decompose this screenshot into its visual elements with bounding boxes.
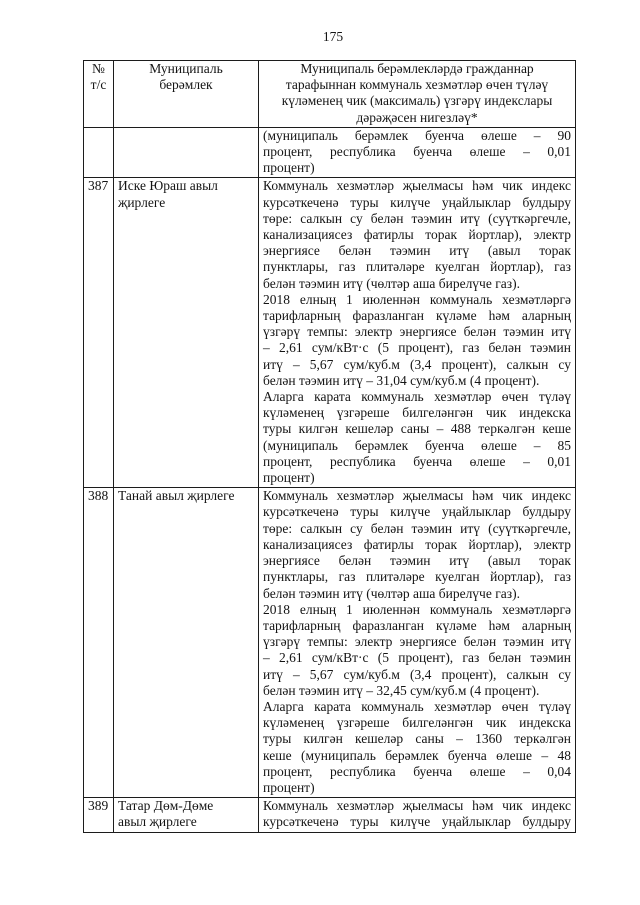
text-line: Коммуналь хезмәтләр җыелмасы һәм чик индекс — [263, 798, 571, 814]
text-line: процент, республика буенча өлеше – 0,04 — [263, 763, 571, 779]
text-line: туры килгән кешеләр саны – 1360 теркәлгән — [263, 731, 571, 747]
text-line: белән тәэмин итү – 31,04 сум/куб.м (4 процент). — [263, 372, 540, 388]
text-line: күләменең үзгәреше билгеләнгән чик индекска — [263, 715, 571, 731]
text-line: пунктлары, газ плитәләре куелган йортлар), газ — [263, 569, 571, 585]
text-line: итү – 5,67 сум/куб.м (3,4 процент), салкын су — [263, 356, 571, 372]
header-municipality-line: берәмлек — [159, 77, 213, 93]
municipality-cell — [114, 488, 259, 798]
table-row — [84, 127, 576, 178]
justification-cell — [259, 127, 576, 178]
text-line: күләменең үзгәреше билгеләнгән чик индекска — [263, 405, 571, 421]
text-line: төре: салкын су белән тәэмин итү (суүткәргечле, — [263, 210, 571, 226]
row-number: 389 — [88, 798, 109, 814]
text-line: белән тәэмин итү (чөлтәр аша бирелүче газ). — [263, 585, 520, 601]
paragraph — [263, 699, 571, 796]
table-row — [84, 488, 576, 798]
text-line: процент, республика буенча өлеше – 0,01 — [263, 453, 571, 469]
text-line: – 2,61 сум/кВт·с (5 процент), газ белән тәэмин — [263, 340, 571, 356]
text-line: канализациясез фатирлы торак йортлар), электр — [263, 227, 571, 243]
municipal-index-table — [83, 60, 576, 833]
paragraph — [263, 798, 571, 830]
text-line: тарифларның фаразланган күләме һәм аларның — [263, 308, 571, 324]
text-line: курсәткеченә туры килүче уңайлыклар булдыру — [263, 504, 571, 520]
text-line: Аларга карата коммуналь хезмәтләр өчен түләү — [263, 698, 571, 714]
header-justification — [259, 61, 576, 128]
text-line: пунктлары, газ плитәләре куелган йортлар), газ — [263, 259, 571, 275]
text-line: (муниципаль берәмлек буенча өлеше – 85 — [263, 437, 571, 453]
text-line: тарифларның фаразланган күләме һәм аларның — [263, 617, 571, 633]
row-number-cell — [84, 488, 114, 798]
text-line: үзгәрү темпы: электр энергиясе белән тәэмин итү — [263, 324, 571, 340]
header-number-line: № — [92, 61, 105, 76]
justification-cell — [259, 798, 576, 832]
text-line: 2018 елның 1 июленнән коммуналь хезмәтләргә — [263, 601, 571, 617]
justification-cell — [259, 488, 576, 798]
paragraph — [263, 128, 571, 177]
municipality-cell — [114, 127, 259, 178]
text-line: үзгәрү темпы: электр энергиясе белән тәэмин итү — [263, 634, 571, 650]
text-line: кеше (муниципаль берәмлек буенча өлеше – 48 — [263, 747, 571, 763]
text-line: процент) — [263, 470, 315, 486]
municipality-name-line: Танай авыл җирлеге — [118, 488, 235, 504]
paragraph — [263, 178, 571, 291]
paragraph — [263, 488, 571, 601]
municipality-cell — [114, 178, 259, 488]
text-line: Коммуналь хезмәтләр җыелмасы һәм чик индекс — [263, 488, 571, 504]
header-municipality — [114, 61, 259, 128]
text-line: Аларга карата коммуналь хезмәтләр өчен түләү — [263, 389, 571, 405]
text-line: төре: салкын су белән тәэмин итү (суүткәргечле, — [263, 520, 571, 536]
justification-cell — [259, 178, 576, 488]
header-justification-line: дәрәҗәсен нигезләү* — [356, 109, 478, 125]
text-line: курсәткеченә туры килүче уңайлыклар булдыру — [263, 194, 571, 210]
text-line: белән тәэмин итү – 32,45 сум/куб.м (4 процент). — [263, 682, 540, 698]
paragraph — [263, 389, 571, 486]
paragraph — [263, 602, 571, 699]
text-line: белән тәэмин итү (чөлтәр аша бирелүче газ). — [263, 275, 520, 291]
page-number: 175 — [322, 29, 344, 44]
text-line: канализациясез фатирлы торак йортлар), электр — [263, 536, 571, 552]
header-row — [84, 61, 576, 128]
row-number-cell — [84, 178, 114, 488]
header-number — [84, 61, 114, 128]
text-line: – 2,61 сум/кВт·с (5 процент), газ белән тәэмин — [263, 650, 571, 666]
text-line: туры килгән кешеләр саны – 488 теркәлгән кеше — [263, 421, 571, 437]
header-justification-line: тарафыннан коммуналь хезмәтләр өчен түләү — [285, 77, 549, 93]
text-line: процент) — [263, 160, 315, 176]
text-line: курсәткеченә туры килүче уңайлыклар булдыру — [263, 814, 571, 830]
text-line: Коммуналь хезмәтләр җыелмасы һәм чик индекс — [263, 178, 571, 194]
table-row — [84, 178, 576, 488]
row-number-cell — [84, 127, 114, 178]
row-number-cell — [84, 798, 114, 832]
municipality-name-line: авыл җирлеге — [118, 814, 197, 830]
paragraph — [263, 292, 571, 389]
municipality-name-line: Иске Юраш авыл — [118, 178, 218, 194]
municipality-name-line: Татар Дөм-Дөме — [118, 798, 214, 814]
text-line: энергиясе белән тәэмин итү (авыл торак — [263, 553, 571, 569]
header-number-line: т/с — [90, 77, 107, 93]
header-justification-line: күләменең чик (максималь) үзгәрү индекслары — [281, 93, 553, 109]
table-body — [84, 127, 576, 832]
municipality-name-line: җирлеге — [118, 194, 166, 210]
text-line: энергиясе белән тәэмин итү (авыл торак — [263, 243, 571, 259]
row-number: 388 — [88, 488, 109, 504]
table-header — [84, 61, 576, 128]
text-line: (муниципаль берәмлек буенча өлеше – 90 — [263, 127, 571, 143]
text-line: итү – 5,67 сум/куб.м (3,4 процент), салкын су — [263, 666, 571, 682]
header-municipality-line: Муниципаль — [149, 61, 223, 76]
table-row — [84, 798, 576, 832]
text-line: процент, республика буенча өлеше – 0,01 — [263, 144, 571, 160]
header-justification-line: Муниципаль берәмлекләрдә гражданнар — [300, 61, 534, 76]
row-number: 387 — [88, 178, 109, 194]
municipality-cell — [114, 798, 259, 832]
text-line: 2018 елның 1 июленнән коммуналь хезмәтләргә — [263, 291, 571, 307]
text-line: процент) — [263, 779, 315, 795]
